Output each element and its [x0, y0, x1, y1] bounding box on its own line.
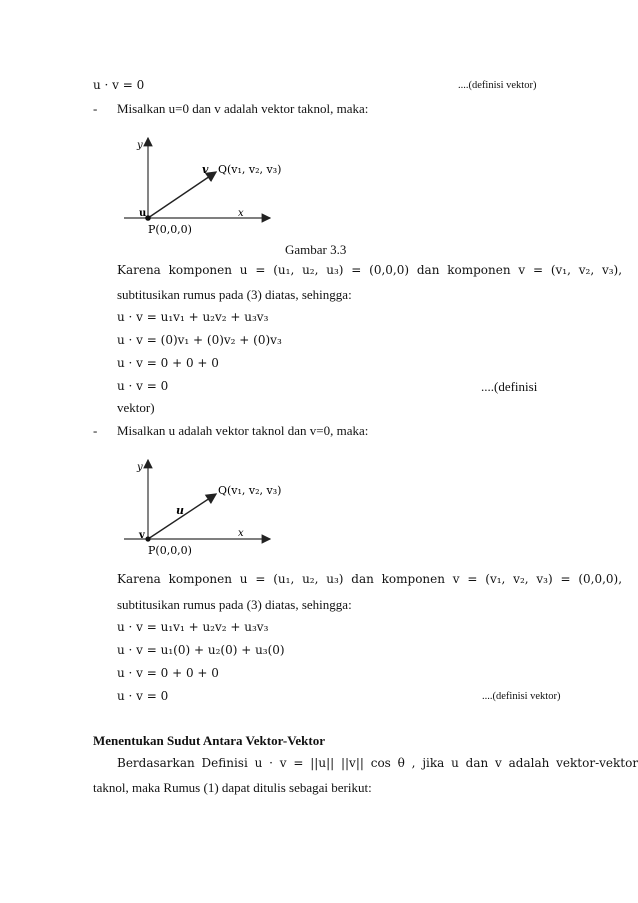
equation-2-3: u · v = 0 + 0 + 0 — [117, 666, 219, 680]
point-q-label: Q(v₁, v₂, v₃) — [218, 163, 282, 176]
origin-vector-label: v — [139, 530, 145, 541]
equation-1-3: u · v = 0 + 0 + 0 — [117, 356, 219, 370]
vector-label: u — [176, 504, 184, 517]
x-axis-label: x — [238, 528, 244, 539]
equation-2-4: u · v = 0 — [117, 689, 169, 703]
note-vektor-1: vektor) — [117, 400, 155, 415]
equation-1-4: u · v = 0 — [117, 379, 169, 393]
bullet-dash: - — [93, 101, 98, 116]
point-p-label: P(0,0,0) — [148, 223, 192, 236]
paragraph-taknol: taknol, maka Rumus (1) dapat ditulis sebagai berikut: — [93, 780, 372, 795]
equation-1-1: u · v = u₁v₁ + u₂v₂ + u₃v₃ — [117, 310, 269, 324]
equation-2-2: u · v = u₁(0) + u₂(0) + u₃(0) — [117, 643, 285, 657]
note-definisi-1: ....(definisi — [481, 379, 538, 394]
note-definisi-2: ....(definisi vektor) — [482, 691, 561, 702]
vector-figure-2 — [118, 454, 283, 564]
paragraph-substitusi-2: subtitusikan rumus pada (3) diatas, sehingga: — [117, 597, 352, 612]
vector-arrow — [148, 172, 216, 218]
note-definisi-vektor: ....(definisi vektor) — [458, 80, 537, 91]
y-axis-label: y — [137, 462, 143, 473]
origin-vector-label: u — [139, 208, 147, 219]
equation-2-1: u · v = u₁v₁ + u₂v₂ + u₃v₃ — [117, 620, 269, 634]
equation-1-2: u · v = (0)v₁ + (0)v₂ + (0)v₃ — [117, 333, 282, 347]
bullet-dash-2: - — [93, 423, 98, 438]
origin-point — [145, 536, 150, 541]
section-heading: Menentukan Sudut Antara Vektor-Vektor — [93, 733, 325, 748]
equation-u-dot-v-zero: u · v = 0 — [93, 78, 145, 92]
x-axis-label: x — [238, 208, 244, 219]
vector-figure-1 — [118, 132, 283, 242]
y-axis-label: y — [137, 140, 143, 151]
vector-label: v — [202, 163, 209, 176]
point-p-label: P(0,0,0) — [148, 544, 192, 557]
bullet-text-v-zero: Misalkan u adalah vektor taknol dan v=0, maka: — [117, 423, 369, 438]
paragraph-berdasarkan: Berdasarkan Definisi u · v = ||u|| ||v|| cos θ , jika u dan v adalah vektor-vektor — [117, 756, 638, 770]
paragraph-karena-1: Karena komponen u = (u₁, u₂, u₃) = (0,0,0) dan komponen v = (v₁, v₂, v₃), — [117, 263, 623, 277]
point-q-label: Q(v₁, v₂, v₃) — [218, 484, 282, 497]
paragraph-karena-2: Karena komponen u = (u₁, u₂, u₃) dan komponen v = (v₁, v₂, v₃) = (0,0,0), — [117, 572, 623, 586]
figure-caption: Gambar 3.3 — [285, 242, 347, 257]
paragraph-substitusi-1: subtitusikan rumus pada (3) diatas, sehingga: — [117, 287, 352, 302]
bullet-text-u-zero: Misalkan u=0 dan v adalah vektor taknol, maka: — [117, 101, 369, 116]
